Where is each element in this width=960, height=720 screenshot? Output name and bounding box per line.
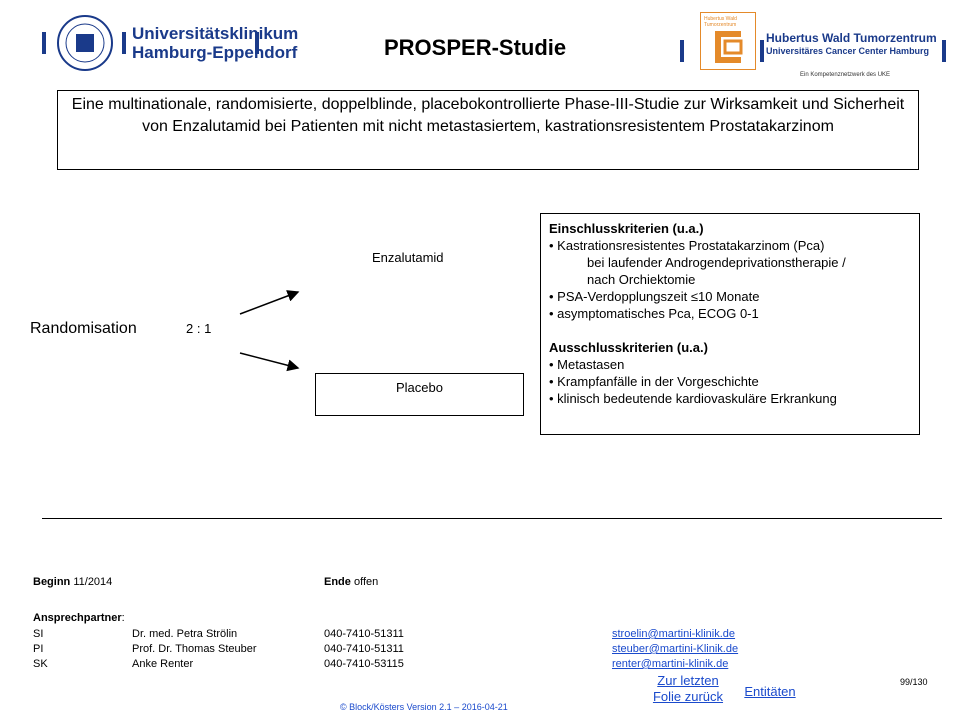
- criteria-box: [540, 213, 920, 435]
- uke-logo-text: Universitätsklinikum Hamburg-Eppendorf: [132, 24, 299, 62]
- begin-row: Beginn 11/2014: [33, 576, 113, 588]
- contact-email-link[interactable]: stroelin@martini-klinik.de: [612, 628, 736, 640]
- inclusion-item: bei laufender Androgendeprivationstherapie /: [587, 255, 846, 270]
- logo-bar: [942, 40, 946, 62]
- randomisation-arrows: [236, 284, 306, 386]
- hw-tagline: Ein Kompetenznetzwerk des UKE: [800, 72, 891, 78]
- exclusion-item: • Metastasen: [549, 357, 625, 372]
- contact-site: SI: [33, 628, 44, 640]
- entities-link[interactable]: Entitäten: [744, 684, 796, 699]
- inclusion-item: • asymptomatisches Pca, ECOG 0-1: [549, 306, 759, 321]
- logo-bar: [42, 32, 46, 54]
- page-title: PROSPER-Studie: [384, 35, 567, 60]
- contact-email-link[interactable]: steuber@martini-Klinik.de: [612, 643, 739, 655]
- arrow-to-enzalutamid: [240, 292, 298, 314]
- hw-logo-mark: Hubertus Wald Tumorzentrum: [700, 12, 756, 70]
- arrow-to-placebo: [240, 353, 298, 368]
- hw-mark-icon: [713, 29, 743, 65]
- contact-site: PI: [33, 643, 44, 655]
- contact-email-link[interactable]: renter@martini-klinik.de: [612, 658, 729, 670]
- university-seal-icon: [56, 14, 114, 72]
- page-number: 99/130: [900, 677, 928, 687]
- inclusion-item: • Kastrationsresistentes Prostatakarzinom (Pca): [549, 238, 825, 253]
- uke-logo: [42, 14, 299, 76]
- contact-phone: 040-7410-51311: [324, 643, 404, 655]
- back-to-last-slide-link[interactable]: Zur letzten Folie zurück: [652, 673, 724, 704]
- inclusion-title: Einschlusskriterien (u.a.): [549, 221, 704, 236]
- exclusion-title: Ausschlusskriterien (u.a.): [549, 340, 708, 355]
- contact-name: Dr. med. Petra Strölin: [132, 628, 238, 640]
- logo-bar: [122, 32, 126, 54]
- inclusion-item: nach Orchiektomie: [587, 272, 696, 287]
- divider: [42, 518, 942, 519]
- contact-name: Prof. Dr. Thomas Steuber: [132, 643, 257, 655]
- hw-logo-text: Hubertus Wald Tumorzentrum Universitäres Cancer Center Hamburg: [766, 31, 937, 56]
- ratio-label: 2 : 1: [186, 321, 212, 336]
- hubertus-wald-logo: [680, 12, 950, 84]
- exclusion-item: • Krampfanfälle in der Vorgeschichte: [549, 374, 759, 389]
- exclusion-item: • klinisch bedeutende kardiovaskuläre Erkrankung: [549, 391, 837, 406]
- arm-placebo-box: Placebo: [315, 373, 524, 416]
- contact-phone: 040-7410-51311: [324, 628, 404, 640]
- contact-label: Ansprechpartner:: [33, 612, 125, 624]
- inclusion-item: • PSA-Verdopplungszeit ≤10 Monate: [549, 289, 760, 304]
- contact-phone: 040-7410-53115: [324, 658, 404, 670]
- logo-bar: [680, 40, 684, 62]
- logo-bar: [760, 40, 764, 62]
- arm-enzalutamid-label: Enzalutamid: [372, 250, 444, 265]
- contact-name: Anke Renter: [132, 658, 194, 670]
- footer-version: © Block/Kösters Version 2.1 – 2016-04-21: [340, 702, 508, 712]
- study-description: Eine multinationale, randomisierte, doppelblinde, placebokontrollierte Phase-III-Studie zur Wirksamkeit und Sicherheit von Enzalutamid bei Patienten mit nicht metastasiertem, kastrationsresistentem Prostatakarzinom: [57, 90, 919, 170]
- randomisation-label: Randomisation: [30, 320, 137, 337]
- end-row: Ende offen: [324, 576, 379, 588]
- contact-site: SK: [33, 658, 48, 670]
